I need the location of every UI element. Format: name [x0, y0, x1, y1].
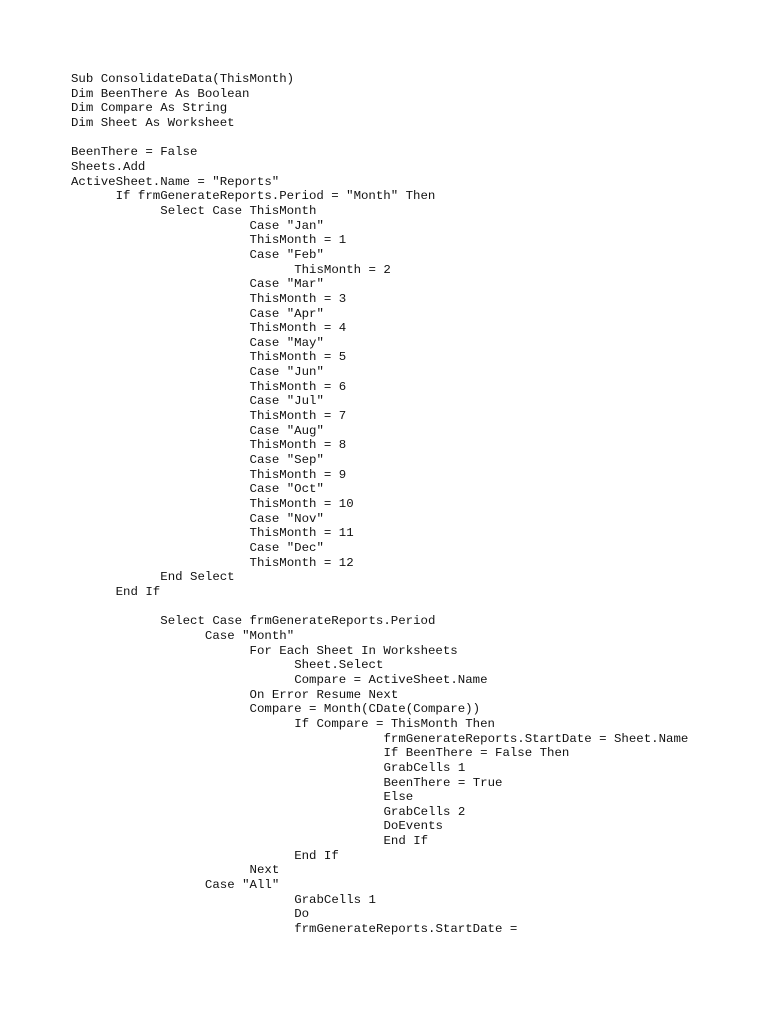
code-line [71, 101, 688, 116]
code-line [71, 644, 688, 659]
code-line-text: Do [294, 907, 310, 922]
code-line [71, 732, 688, 747]
code-line [71, 497, 688, 512]
code-line-text: ThisMonth = 2 [294, 262, 391, 277]
code-line-text: Select Case ThisMonth [160, 203, 317, 218]
code-line-text: ThisMonth = 6 [249, 379, 347, 394]
code-line-text: BeenThere = False [71, 145, 198, 160]
code-line [71, 248, 688, 263]
code-line-text: ThisMonth = 1 [249, 233, 347, 248]
code-line-text: ThisMonth = 3 [249, 291, 347, 306]
code-line-text: Case "Nov" [249, 511, 324, 526]
code-line-text: Case "Jul" [249, 394, 324, 409]
code-line [71, 556, 688, 571]
code-line-text: frmGenerateReports.StartDate = Sheet.Name [383, 731, 689, 746]
code-line [71, 292, 688, 307]
code-line [71, 175, 688, 190]
code-line-text: Case "Aug" [249, 423, 324, 438]
code-line-text: GrabCells 2 [383, 804, 466, 819]
code-line [71, 907, 688, 922]
code-line [71, 424, 688, 439]
code-line [71, 482, 688, 497]
code-line [71, 321, 688, 336]
code-line [71, 394, 688, 409]
code-line [71, 233, 688, 248]
code-line-text: End If [383, 834, 429, 849]
code-line [71, 526, 688, 541]
code-line-text: Sheet.Select [294, 658, 384, 673]
code-line-text: End If [115, 584, 161, 599]
code-line-text: Select Case frmGenerateReports.Period [160, 614, 436, 629]
code-line [71, 219, 688, 234]
code-line-text: DoEvents [383, 819, 443, 834]
code-line [71, 72, 688, 87]
code-line [71, 87, 688, 102]
code-line [71, 453, 688, 468]
blank-line [71, 131, 688, 146]
code-line-text: GrabCells 1 [383, 760, 466, 775]
code-line [71, 805, 688, 820]
blank-line [71, 600, 688, 615]
code-line-text: Else [383, 790, 414, 805]
code-line-text: ThisMonth = 12 [249, 555, 354, 570]
code-line [71, 849, 688, 864]
code-line [71, 277, 688, 292]
code-line-text: ThisMonth = 10 [249, 497, 354, 512]
code-line [71, 468, 688, 483]
code-line-text: If BeenThere = False Then [383, 746, 570, 761]
code-line-text: Case "All" [204, 878, 280, 893]
code-line [71, 834, 688, 849]
code-line-text: On Error Resume Next [249, 687, 399, 702]
code-line [71, 438, 688, 453]
code-line-text: BeenThere = True [383, 775, 503, 790]
code-line [71, 307, 688, 322]
code-line-text: ThisMonth = 11 [249, 526, 354, 541]
code-line-text: End Select [160, 570, 235, 585]
code-line-text: Dim BeenThere As Boolean [71, 86, 250, 101]
code-line [71, 776, 688, 791]
code-line-text: Case "Dec" [249, 541, 324, 555]
code-line [71, 819, 688, 834]
code-line-text: Dim Sheet As Worksheet [71, 115, 235, 130]
code-line [71, 658, 688, 673]
code-line [71, 512, 688, 527]
code-line-text: ActiveSheet.Name = "Reports" [71, 174, 280, 189]
code-line [71, 570, 688, 585]
code-line-text: Case "Month" [204, 628, 295, 643]
code-line-text: Case "Feb" [249, 247, 324, 262]
code-line-text: Case "Apr" [249, 306, 324, 321]
code-line-text: ThisMonth = 7 [249, 409, 347, 424]
code-line [71, 116, 688, 131]
code-line [71, 688, 688, 703]
vba-code-listing [71, 72, 688, 937]
code-line [71, 189, 688, 204]
code-line-text: ThisMonth = 5 [249, 350, 347, 365]
code-line [71, 160, 688, 175]
code-line-text: Compare = Month(CDate(Compare)) [249, 702, 481, 717]
code-line-text: ThisMonth = 8 [249, 438, 347, 453]
code-line-text: For Each Sheet In Worksheets [249, 643, 458, 658]
code-line [71, 761, 688, 776]
code-line [71, 263, 688, 278]
code-line [71, 893, 688, 908]
code-line-text: Compare = ActiveSheet.Name [294, 672, 488, 687]
code-line [71, 365, 688, 380]
code-line-text: Case "Sep" [249, 453, 324, 468]
code-line [71, 409, 688, 424]
code-line [71, 746, 688, 761]
code-line-text: End If [294, 848, 339, 863]
code-line-text: Case "May" [249, 335, 324, 350]
code-line-text: Sheets.Add [71, 159, 146, 174]
code-line [71, 629, 688, 644]
code-line [71, 878, 688, 893]
code-line-text: If frmGenerateReports.Period = "Month" Then [115, 189, 436, 204]
code-line [71, 702, 688, 717]
code-line [71, 145, 688, 160]
code-line [71, 863, 688, 878]
code-line [71, 541, 688, 556]
code-line [71, 336, 688, 351]
code-line [71, 204, 688, 219]
code-line-text: If Compare = ThisMonth Then [294, 716, 495, 731]
code-line [71, 380, 688, 395]
code-line-text: frmGenerateReports.StartDate = [294, 922, 518, 937]
code-line [71, 614, 688, 629]
code-line [71, 350, 688, 365]
code-line [71, 673, 688, 688]
code-line-text: Dim Compare As String [71, 101, 228, 116]
code-line [71, 717, 688, 732]
code-line-text: Next [249, 863, 280, 878]
code-line-text: Case "Oct" [249, 482, 324, 497]
code-line-text: Case "Jan" [249, 218, 324, 233]
code-line [71, 922, 688, 937]
code-line-text: GrabCells 1 [294, 892, 376, 907]
code-line-text: ThisMonth = 4 [249, 321, 347, 336]
code-line-text: ThisMonth = 9 [249, 467, 347, 482]
code-line-text: Case "Jun" [249, 365, 324, 380]
code-line-text: Sub ConsolidateData(ThisMonth) [71, 72, 295, 86]
code-line-text: Case "Mar" [249, 277, 324, 292]
code-line [71, 585, 688, 600]
code-line [71, 790, 688, 805]
